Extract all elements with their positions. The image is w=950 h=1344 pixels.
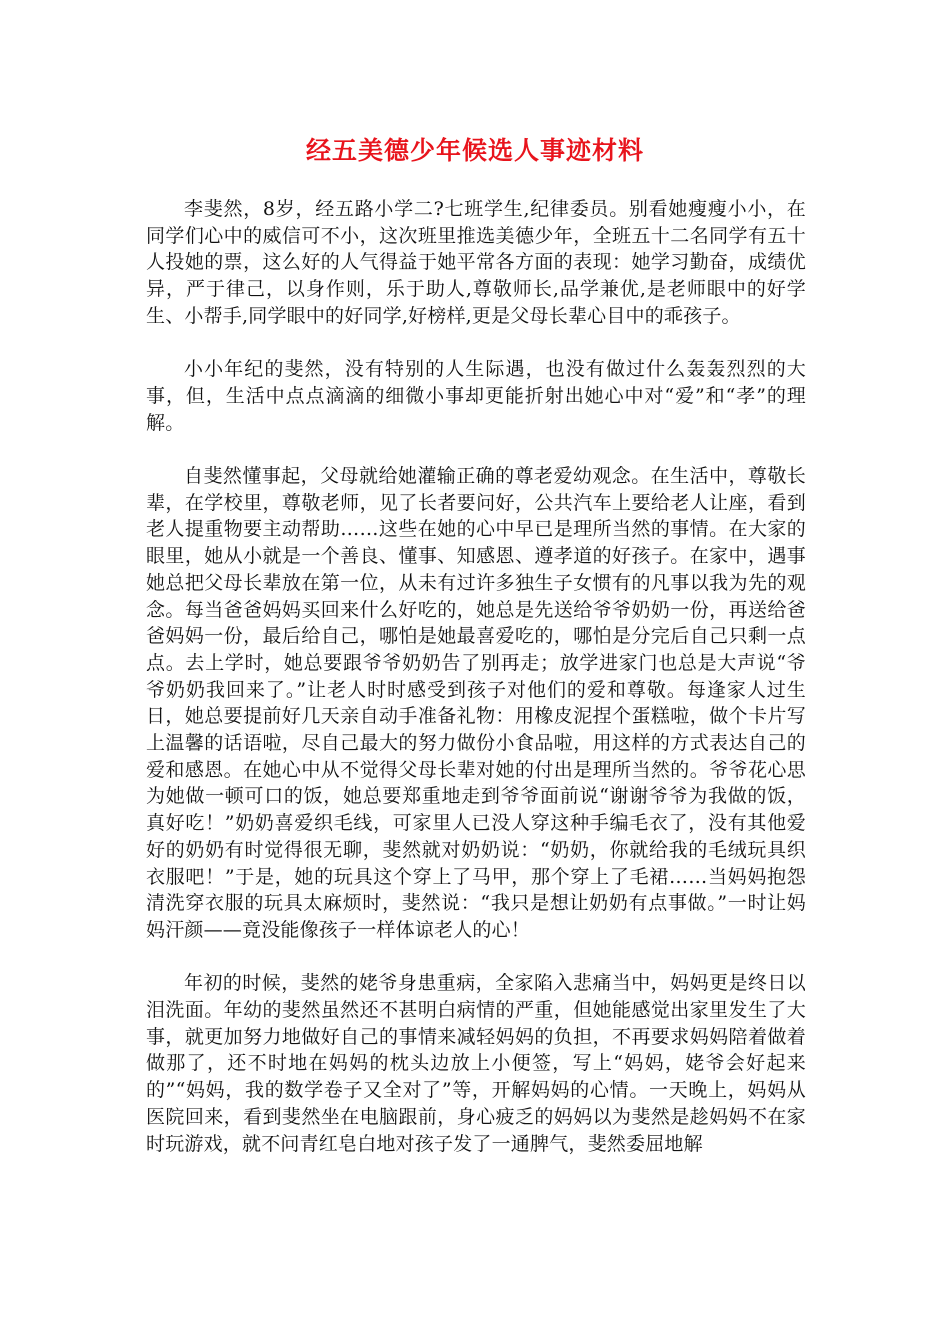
paragraph-1: 李斐然，8岁，经五路小学二?七班学生,纪律委员。别看她瘦瘦小小，在同学们心中的威信可不小，这次班里推选美德少年，全班五十二名同学有五十人投她的票，这么好的人气得益于她平常各方面的表现：她学习勤奋，成绩优异，严于律己，以身作则，乐于助人,尊敬师长,品学兼优,是老师眼中的好学生、小帮手,同学眼中的好同学,好榜样,更是父母长辈心目中的乖孩子。 — [146, 198, 806, 327]
paragraph-3: 自斐然懂事起，父母就给她灌输正确的尊老爱幼观念。在生活中，尊敬长辈，在学校里，尊敬老师，见了长者要问好，公共汽车上要给老人让座，看到老人提重物要主动帮助……这些在她的心中早已是理所当然的事情。在大家的眼里，她从小就是一个善良、懂事、知感恩、遵孝道的好孩子。在家中，遇事她总把父母长辈放在第一位，从未有过许多独生子女惯有的凡事以我为先的观念。每当爸爸妈妈买回来什么好吃的，她总是先送给爷爷奶奶一份，再送给爸爸妈妈一份，最后给自己，哪怕是她最喜爱吃的，哪怕是分完后自己只剩一点点。去上学时，她总要跟爷爷奶奶告了别再走；放学进家门也总是大声说“爷爷奶奶我回来了。”让老人时时感受到孩子对他们的爱和尊敬。每逢家人过生日，她总要提前好几天亲自动手准备礼物：用橡皮泥捏个蛋糕啦，做个卡片写上温馨的话语啦，尽自己最大的努力做份小食品啦，用这样的方式表达自己的爱和感恩。在她心中从不觉得父母长辈对她的付出是理所当然的。爷爷花心思为她做一顿可口的饭，她总要郑重地走到爷爷面前说“谢谢爷爷为我做的饭，真好吃！”奶奶喜爱织毛线，可家里人已没人穿这种手编毛衣了，没有其他爱好的奶奶有时觉得很无聊，斐然就对奶奶说：“奶奶，你就给我的毛绒玩具织衣服吧！”于是，她的玩具这个穿上了马甲，那个穿上了毛裙……当妈妈抱怨清洗穿衣服的玩具太麻烦时，斐然说：“我只是想让奶奶有点事做。”一时让妈妈汗颜——竟没能像孩子一样体谅老人的心！ — [146, 465, 806, 941]
document-body — [146, 196, 806, 1184]
paragraph-2: 小小年纪的斐然，没有特别的人生际遇，也没有做过什么轰轰烈烈的大事，但，生活中点点滴滴的细微小事却更能折射出她心中对“爱”和“孝”的理解。 — [146, 358, 806, 434]
paragraph-4: 年初的时候，斐然的姥爷身患重病，全家陷入悲痛当中，妈妈更是终日以泪洗面。年幼的斐然虽然还不甚明白病情的严重，但她能感觉出家里发生了大事，就更加努力地做好自己的事情来减轻妈妈的负担，不再要求妈妈陪着做着做那了，还不时地在妈妈的枕头边放上小便签，写上“妈妈，姥爷会好起来的”“妈妈，我的数学卷子又全对了”等，开解妈妈的心情。一天晚上，妈妈从医院回来，看到斐然坐在电脑跟前，身心疲乏的妈妈以为斐然是趁妈妈不在家时玩游戏，就不问青红皂白地对孩子发了一通脾气，斐然委屈地解 — [146, 972, 806, 1155]
document-title: 经五美德少年候选人事迹材料 — [305, 136, 644, 165]
